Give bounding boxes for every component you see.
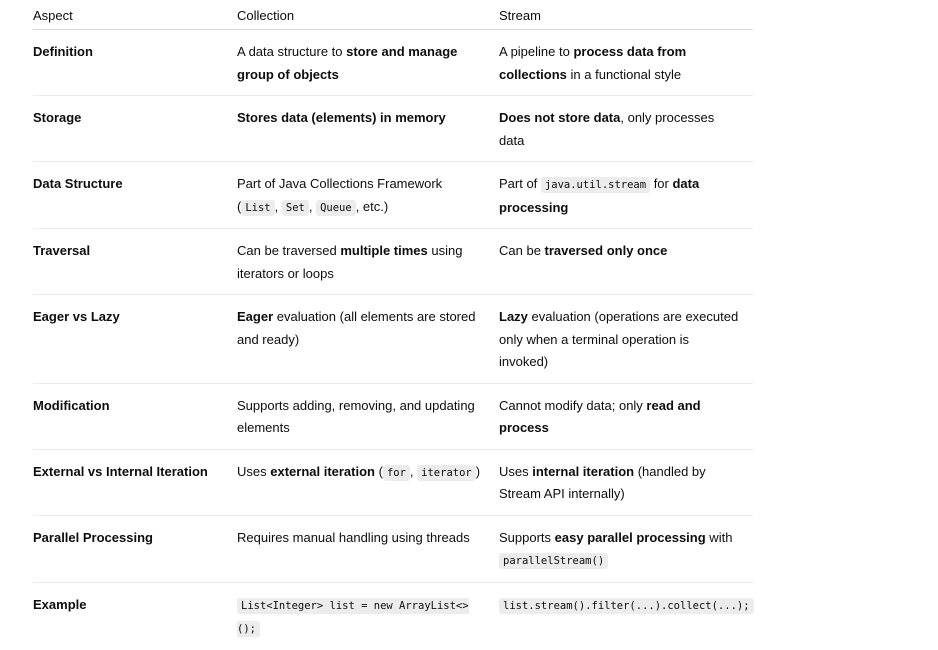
bold-text: Does not store data	[499, 110, 621, 125]
text-segment: Uses	[499, 463, 533, 479]
bold-text: internal iteration	[532, 463, 635, 479]
collection-cell	[237, 229, 499, 295]
stream-cell	[499, 162, 753, 229]
inline-code: java.util.stream	[541, 177, 650, 193]
stream-cell	[499, 30, 753, 96]
table-row	[33, 582, 753, 650]
collection-cell	[237, 383, 499, 449]
text-segment: in a functional style	[566, 66, 682, 82]
table-row	[33, 30, 753, 96]
bold-text: Eager	[237, 309, 274, 324]
inline-code: for	[383, 465, 410, 481]
text-segment: Requires manual handling using threads	[237, 529, 470, 545]
stream-cell	[499, 229, 753, 295]
text-segment: ,	[409, 463, 418, 479]
inline-code: Set	[282, 200, 309, 216]
inline-code: iterator	[417, 465, 476, 481]
text-segment: ,	[308, 198, 317, 214]
table-row	[33, 295, 753, 384]
bold-text: Lazy	[499, 309, 528, 324]
aspect-cell: External vs Internal Iteration	[33, 449, 237, 515]
inline-code: List	[241, 200, 274, 216]
aspect-cell: Example	[33, 596, 87, 612]
aspect-cell: Parallel Processing	[33, 515, 237, 582]
header-aspect: Aspect	[33, 0, 237, 30]
stream-cell	[499, 515, 753, 582]
bold-text: data processing	[499, 176, 700, 215]
collection-cell	[237, 30, 499, 96]
collection-cell	[237, 295, 499, 384]
text-segment: , etc.)	[355, 198, 389, 214]
bold-text: Stores data (elements) in memory	[237, 110, 446, 125]
table-row	[33, 515, 753, 582]
text-segment: A data structure to	[237, 44, 347, 59]
bold-text: easy parallel processing	[554, 529, 706, 545]
header-stream: Stream	[499, 0, 753, 30]
text-segment: Part of Java Collections Framework (	[237, 176, 443, 214]
aspect-cell: Data Structure	[33, 162, 237, 229]
collection-cell	[237, 582, 499, 650]
text-segment: Supports adding, removing, and updating elements	[237, 397, 475, 435]
text-segment: , only processes data	[499, 110, 715, 148]
text-segment: using iterators or loops	[237, 243, 463, 281]
aspect-cell: Definition	[33, 30, 237, 96]
aspect-cell: Eager vs Lazy	[33, 295, 237, 384]
text-segment: (handled by Stream API internally)	[499, 463, 706, 501]
inline-code: Queue	[316, 200, 356, 216]
header-collection: Collection	[237, 0, 499, 30]
table-header	[33, 0, 753, 30]
stream-cell	[499, 96, 753, 162]
inline-code: List<Integer> list = new ArrayList<>();	[237, 599, 469, 635]
bold-text: read and process	[499, 397, 701, 435]
text-segment: Cannot modify data; only	[499, 397, 647, 413]
text-segment: Part of	[499, 176, 541, 191]
text-segment: Can be	[499, 243, 545, 258]
table-row	[33, 162, 753, 229]
text-segment: evaluation (all elements are stored and ready)	[237, 309, 476, 347]
comparison-table-container	[33, 0, 753, 650]
stream-cell	[499, 383, 753, 449]
aspect-cell: Traversal	[33, 229, 237, 295]
stream-cell	[499, 582, 753, 650]
collection-cell	[237, 515, 499, 582]
text-segment: Can be traversed	[237, 243, 341, 258]
text-segment: with	[705, 529, 733, 545]
text-segment: )	[475, 463, 481, 479]
inline-code: parallelStream()	[499, 553, 608, 569]
aspect-cell: Modification	[33, 383, 237, 449]
text-segment: Supports	[499, 529, 555, 545]
text-segment: (	[375, 463, 383, 479]
inline-code: list.stream().filter(...).collect(...);	[499, 598, 754, 614]
bold-text: multiple times	[340, 243, 428, 258]
bold-text: store and manage group of objects	[237, 44, 458, 82]
comparison-table	[33, 0, 753, 650]
stream-cell	[499, 295, 753, 384]
collection-cell	[237, 162, 499, 229]
aspect-cell: Storage	[33, 96, 237, 162]
bold-text: traversed only once	[544, 243, 668, 258]
table-body	[33, 30, 753, 650]
text-segment: Uses	[237, 463, 271, 479]
header-row	[33, 0, 753, 30]
table-row	[33, 229, 753, 295]
table-row	[33, 96, 753, 162]
text-segment: A pipeline to	[499, 44, 574, 59]
text-segment: evaluation (operations are executed only when a terminal operation is invoked)	[499, 309, 739, 369]
collection-cell	[237, 449, 499, 515]
table-row	[33, 383, 753, 449]
bold-text: external iteration	[270, 463, 375, 479]
stream-cell	[499, 449, 753, 515]
text-segment: for	[650, 176, 673, 191]
collection-cell	[237, 96, 499, 162]
table-row	[33, 449, 753, 515]
bold-text: process data from collections	[499, 44, 687, 82]
text-segment: ,	[274, 198, 282, 214]
